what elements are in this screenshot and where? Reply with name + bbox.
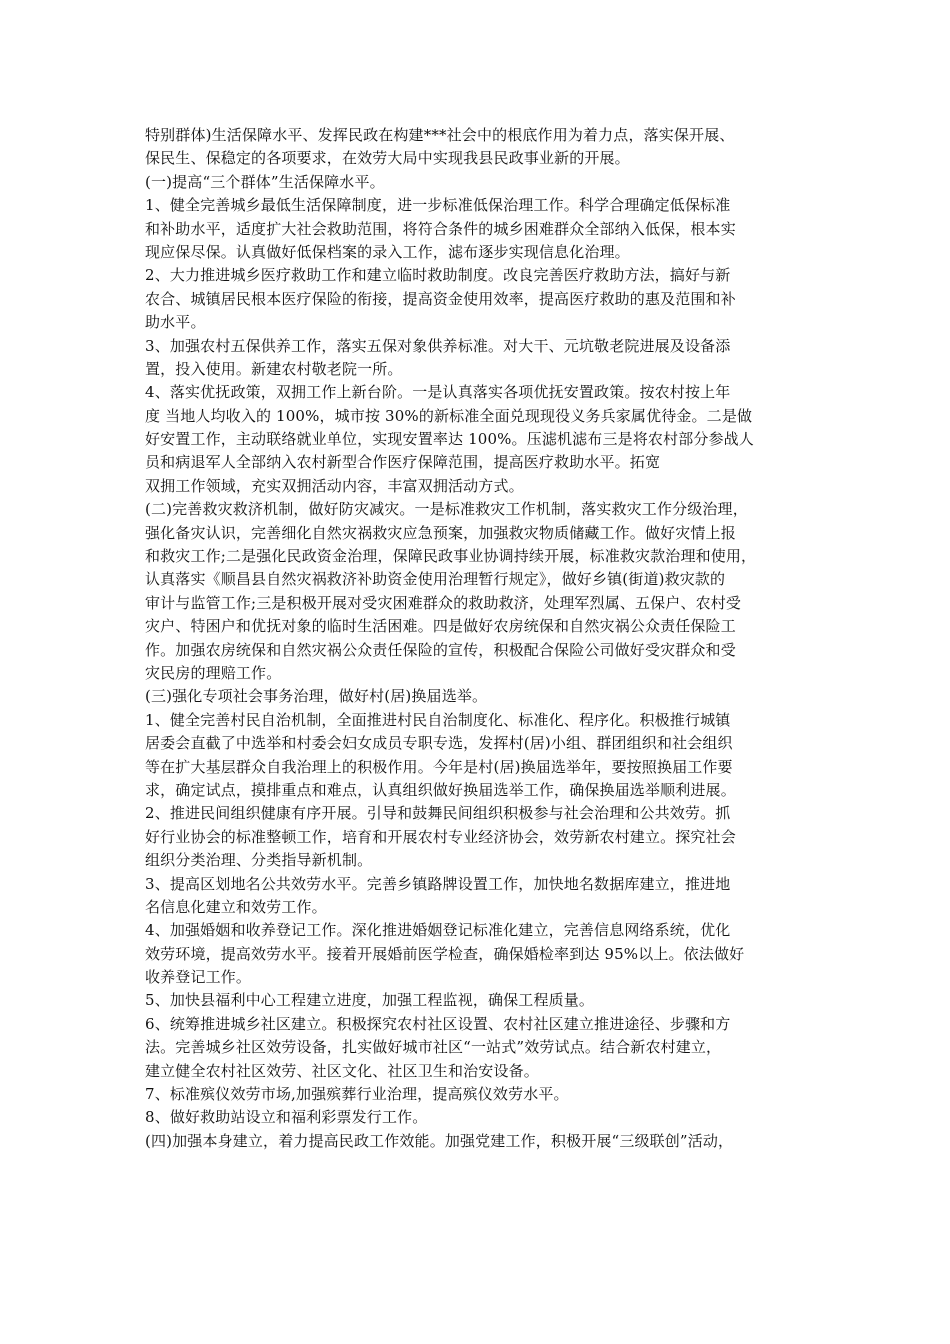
text-line: 现应保尽保。认真做好低保档案的录入工作，滤布逐步实现信息化治理。: [145, 242, 630, 261]
text-line: 灾民房的理赔工作。: [145, 663, 282, 682]
text-line: 建立健全农村社区效劳、社区文化、社区卫生和治安设备。: [145, 1061, 539, 1080]
text-line: 名信息化建立和效劳工作。: [145, 897, 327, 916]
text-line: 员和病退军人全部纳入农村新型合作医疗保障范围，提高医疗救助水平。拓宽: [145, 453, 661, 472]
text-line: 置，投入使用。新建农村敬老院一所。: [145, 359, 403, 378]
text-line: 居委会直截了中选举和村委会妇女成员专职专选，发挥村(居)小组、群团组织和社会组织: [145, 734, 733, 753]
text-line: 收养登记工作。: [145, 968, 252, 987]
text-line: 特别群体)生活保障水平、发挥民政在构建***社会中的根底作用为着力点，落实保开展、: [145, 126, 735, 144]
text-line: 1、健全完善村民自治机制，全面推进村民自治制度化、标准化、程序化。积极推行城镇: [145, 710, 731, 729]
text-line: (三)强化专项社会事务治理，做好村(居)换届选举。: [145, 687, 488, 706]
text-line: 度 当地人均收入的 100%，城市按 30%的新标准全面兑现现役义务兵家属优待金。二是做: [145, 406, 753, 425]
text-line: 求，确定试点，摸排重点和难点，认真组织做好换届选举工作，确保换届选举顺利进展。: [145, 780, 736, 799]
text-line: 农合、城镇居民根本医疗保险的衔接，提高资金使用效率，提高医疗救助的惠及范围和补: [145, 289, 736, 308]
text-line: 认真落实《顺昌县自然灾祸救济补助资金使用治理暂行规定》，做好乡镇(街道)救灾款的: [145, 570, 726, 589]
text-line: (四)加强本身建立，着力提高民政工作效能。加强党建工作，积极开展“三级联创”活动，: [145, 1131, 734, 1150]
text-line: 和补助水平，适度扩大社会救助范围，将符合条件的城乡困难群众全部纳入低保，根本实: [145, 219, 736, 238]
text-line: 好行业协会的标准整顿工作，培育和开展农村专业经济协会，效劳新农村建立。探究社会: [145, 827, 736, 846]
text-line: 效劳环境，提高效劳水平。接着开展婚前医学检查，确保婚检率到达 95%以上。依法做好: [145, 944, 745, 963]
text-line: 2、大力推进城乡医疗救助工作和建立临时救助制度。改良完善医疗救助方法，搞好与新: [145, 266, 731, 285]
text-line: 和救灾工作;二是强化民政资金治理，保障民政事业协调持续开展，标准救灾款治理和使用，: [145, 547, 757, 566]
text-line: 好安置工作，主动联络就业单位，实现安置率达 100%。压滤机滤布三是将农村部分参战人: [145, 430, 754, 449]
text-line: 2、推进民间组织健康有序开展。引导和鼓舞民间组织积极参与社会治理和公共效劳。抓: [145, 804, 731, 823]
text-line: 1、健全完善城乡最低生活保障制度，进一步标准低保治理工作。科学合理确定低保标准: [145, 196, 731, 215]
document-body: [145, 124, 817, 1153]
text-line: 审计与监管工作;三是积极开展对受灾困难群众的救助救济，处理军烈属、五保户、农村受: [145, 593, 742, 612]
text-line: 作。加强农房统保和自然灾祸公众责任保险的宣传，积极配合保险公司做好受灾群众和受: [145, 640, 736, 659]
text-line: 法。完善城乡社区效劳设备，扎实做好城市社区“一站式”效劳试点。结合新农村建立，: [145, 1038, 722, 1057]
text-line: 3、加强农村五保供养工作，落实五保对象供养标准。对大干、元坑敬老院进展及设备添: [145, 336, 731, 355]
text-line: (二)完善救灾救济机制，做好防灾减灾。一是标准救灾工作机制，落实救灾工作分级治理，: [145, 500, 748, 519]
text-line: 3、提高区划地名公共效劳水平。完善乡镇路牌设置工作，加快地名数据库建立，推进地: [145, 874, 731, 893]
text-line: 4、加强婚姻和收养登记工作。深化推进婚姻登记标准化建立，完善信息网络系统，优化: [145, 921, 731, 940]
text-line: 强化备灾认识，完善细化自然灾祸救灾应急预案，加强救灾物质储藏工作。做好灾情上报: [145, 523, 736, 542]
text-line: 7、标准殡仪效劳市场,加强殡葬行业治理，提高殡仪效劳水平。: [145, 1085, 569, 1104]
text-line: 助水平。: [145, 313, 206, 332]
text-line: 6、统筹推进城乡社区建立。积极探究农村社区设置、农村社区建立推进途径、步骤和方: [145, 1014, 731, 1033]
text-line: (一)提高“三个群体”生活保障水平。: [145, 172, 385, 191]
text-line: 灾户、特困户和优抚对象的临时生活困难。四是做好农房统保和自然灾祸公众责任保险工: [145, 617, 736, 636]
text-line: 8、做好救助站设立和福利彩票发行工作。: [145, 1108, 428, 1127]
text-line: 4、落实优抚政策，双拥工作上新台阶。一是认真落实各项优抚安置政策。按农村按上年: [145, 383, 731, 402]
text-line: 组织分类治理、分类指导新机制。: [145, 851, 373, 870]
text-line: 等在扩大基层群众自我治理上的积极作用。今年是村(居)换届选举年，要按照换届工作要: [145, 757, 733, 776]
text-line: 保民生、保稳定的各项要求，在效劳大局中实现我县民政事业新的开展。: [145, 149, 630, 168]
text-line: 5、加快县福利中心工程建立进度，加强工程监视，确保工程质量。: [145, 991, 595, 1010]
text-line: 双拥工作领域，充实双拥活动内容，丰富双拥活动方式。: [145, 476, 524, 495]
